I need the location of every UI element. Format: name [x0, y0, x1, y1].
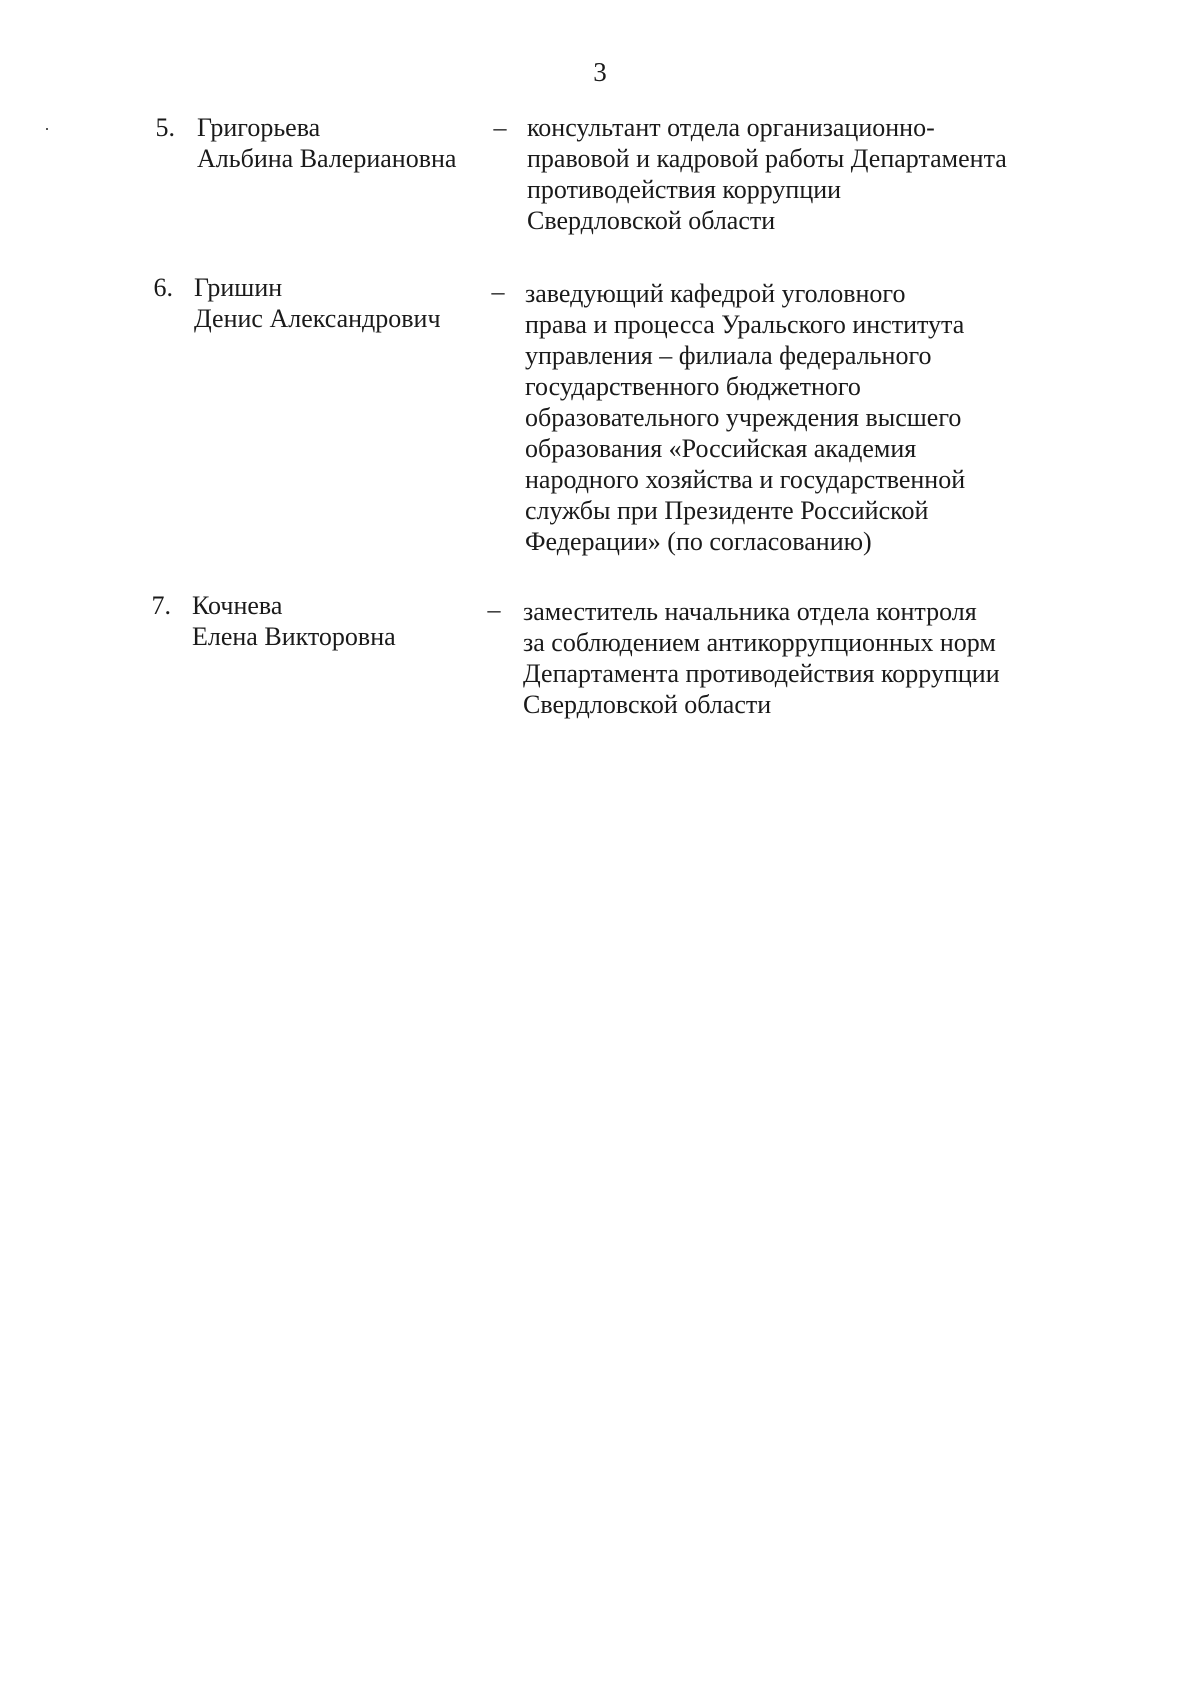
position-description: [525, 278, 1025, 557]
surname: Кочнева: [192, 591, 283, 620]
description-line: противодействия коррупции: [527, 175, 842, 204]
page-number: 3: [593, 57, 607, 87]
given-names: Елена Викторовна: [192, 622, 396, 651]
scan-speck: [46, 128, 48, 130]
description-line: за соблюдением антикоррупционных норм: [523, 628, 996, 657]
description-line: государственного бюджетного: [525, 372, 861, 401]
description-line: консультант отдела организационно-: [527, 113, 935, 142]
item-number: 5.: [155, 113, 175, 142]
description-line: заведующий кафедрой уголовного: [525, 279, 906, 308]
dash-separator: –: [493, 113, 507, 142]
item-number: 7.: [151, 591, 171, 620]
description-line: Свердловской области: [527, 206, 776, 235]
position-description: [527, 112, 1027, 236]
position-description: [523, 596, 1023, 720]
description-line: управления – филиала федерального: [525, 341, 932, 370]
description-line: образовательного учреждения высшего: [525, 403, 962, 432]
surname: Григорьева: [197, 113, 321, 142]
item-number: 6.: [153, 273, 173, 302]
person-name: [194, 272, 441, 334]
description-line: службы при Президенте Российской: [525, 496, 929, 525]
dash-separator: –: [487, 595, 501, 624]
surname: Гришин: [194, 273, 283, 302]
person-name: [192, 590, 396, 652]
description-line: правовой и кадровой работы Департамента: [527, 144, 1007, 173]
person-name: [197, 112, 456, 174]
description-line: народного хозяйства и государственной: [525, 465, 966, 494]
description-line: Свердловской области: [523, 690, 772, 719]
given-names: Денис Александрович: [194, 304, 441, 333]
description-line: Департамента противодействия коррупции: [523, 659, 1000, 688]
given-names: Альбина Валериановна: [197, 144, 457, 173]
description-line: Федерации» (по согласованию): [525, 527, 872, 556]
dash-separator: –: [491, 277, 505, 306]
description-line: образования «Российская академия: [525, 434, 917, 463]
description-line: заместитель начальника отдела контроля: [523, 597, 977, 626]
description-line: права и процесса Уральского института: [525, 310, 965, 339]
